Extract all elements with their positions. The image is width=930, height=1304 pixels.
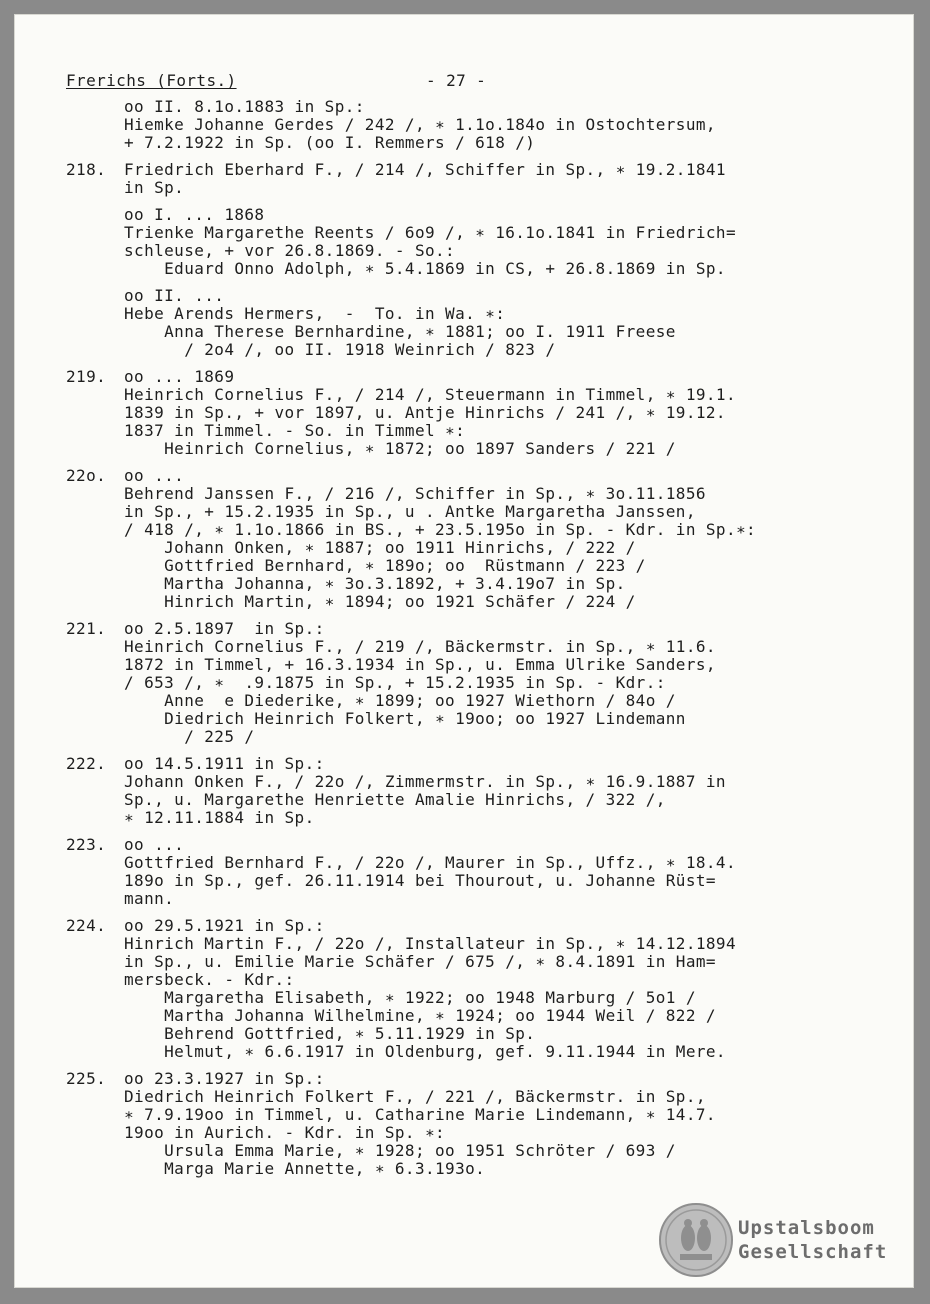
text-line: mersbeck. - Kdr.:: [124, 970, 295, 989]
genealogy-text: [66, 72, 846, 1178]
text-line: Trienke Margarethe Reents / 6o9 /, ∗ 16.1o.1841 in Friedrich=: [124, 223, 737, 242]
entry: [66, 1070, 846, 1178]
text-line: 1872 in Timmel, + 16.3.1934 in Sp., u. Emma Ulrike Sanders,: [124, 655, 716, 674]
text-line: Sp., u. Margarethe Henriette Amalie Hinrichs, / 322 /,: [124, 790, 666, 809]
brand-logo: [738, 1216, 887, 1264]
text-line: oo II. ...: [124, 286, 225, 305]
text-line: Eduard Onno Adolph, ∗ 5.4.1869 in CS, + 26.8.1869 in Sp.: [124, 259, 726, 278]
brand-line-1: Upstalsboom: [738, 1217, 875, 1239]
entry: [66, 467, 846, 611]
text-line: Behrend Janssen F., / 216 /, Schiffer in Sp., ∗ 3o.11.1856: [124, 484, 706, 503]
text-line: oo 2.5.1897 in Sp.:: [124, 619, 325, 638]
text-line: Anna Therese Bernhardine, ∗ 1881; oo I. 1911 Freese: [124, 322, 676, 341]
text-line: oo 23.3.1927 in Sp.:: [124, 1069, 325, 1088]
text-line: in Sp.: [124, 178, 185, 197]
text-line: oo ... 1869: [124, 367, 235, 386]
text-line: Diedrich Heinrich Folkert, ∗ 19oo; oo 1927 Lindemann: [124, 709, 686, 728]
text-line: Hinrich Martin, ∗ 1894; oo 1921 Schäfer / 224 /: [124, 592, 636, 611]
entry: [66, 620, 846, 746]
text-line: schleuse, + vor 26.8.1869. - So.:: [124, 241, 456, 260]
text-line: oo ...: [124, 835, 185, 854]
text-line: Heinrich Cornelius, ∗ 1872; oo 1897 Sanders / 221 /: [124, 439, 676, 458]
text-line: Anne e Diederike, ∗ 1899; oo 1927 Wiethorn / 84o /: [124, 691, 676, 710]
entries-list: [66, 98, 846, 1178]
entry: [66, 917, 846, 1061]
entry-number: 225.: [66, 1069, 107, 1088]
text-line: / 418 /, ∗ 1.1o.1866 in BS., + 23.5.195o in Sp. - Kdr. in Sp.∗:: [124, 520, 757, 539]
text-line: / 2o4 /, oo II. 1918 Weinrich / 823 /: [124, 340, 556, 359]
text-line: Johann Onken F., / 22o /, Zimmermstr. in Sp., ∗ 16.9.1887 in: [124, 772, 726, 791]
brand-line-2: Gesellschaft: [738, 1241, 888, 1263]
entry-number: 218.: [66, 160, 107, 179]
text-line: Heinrich Cornelius F., / 214 /, Steuermann in Timmel, ∗ 19.1.: [124, 385, 737, 404]
text-line: in Sp., u. Emilie Marie Schäfer / 675 /, ∗ 8.4.1891 in Ham=: [124, 952, 716, 971]
document-page: [14, 14, 914, 1288]
entry-number: 22o.: [66, 466, 107, 485]
family-title: Frerichs (Forts.): [66, 71, 237, 90]
text-line: ∗ 12.11.1884 in Sp.: [124, 808, 315, 827]
entry-number: 221.: [66, 619, 107, 638]
entry: [66, 368, 846, 458]
entry: [66, 836, 846, 908]
text-line: Martha Johanna Wilhelmine, ∗ 1924; oo 1944 Weil / 822 /: [124, 1006, 716, 1025]
text-line: Margaretha Elisabeth, ∗ 1922; oo 1948 Marburg / 5o1 /: [124, 988, 696, 1007]
text-line: Heinrich Cornelius F., / 219 /, Bäckermstr. in Sp., ∗ 11.6.: [124, 637, 716, 656]
entry: [66, 161, 846, 359]
text-line: Hiemke Johanne Gerdes / 242 /, ∗ 1.1o.184o in Ostochtersum,: [124, 115, 716, 134]
page-number: - 27 -: [426, 71, 487, 90]
entry-number: 224.: [66, 916, 107, 935]
text-line: + 7.2.1922 in Sp. (oo I. Remmers / 618 /): [124, 133, 536, 152]
text-line: in Sp., + 15.2.1935 in Sp., u . Antke Margaretha Janssen,: [124, 502, 696, 521]
text-line: Gottfried Bernhard, ∗ 189o; oo Rüstmann / 223 /: [124, 556, 646, 575]
entry: [66, 755, 846, 827]
text-line: oo I. ... 1868: [124, 205, 265, 224]
page-header: [66, 72, 846, 98]
seal-icon: [658, 1202, 734, 1278]
text-line: 1837 in Timmel. - So. in Timmel ∗:: [124, 421, 466, 440]
text-line: oo 29.5.1921 in Sp.:: [124, 916, 325, 935]
text-line: 19oo in Aurich. - Kdr. in Sp. ∗:: [124, 1123, 446, 1142]
text-line: 1839 in Sp., + vor 1897, u. Antje Hinrichs / 241 /, ∗ 19.12.: [124, 403, 726, 422]
entry-number: 219.: [66, 367, 107, 386]
text-line: ∗ 7.9.19oo in Timmel, u. Catharine Marie Lindemann, ∗ 14.7.: [124, 1105, 716, 1124]
text-line: / 653 /, ∗ .9.1875 in Sp., + 15.2.1935 in Sp. - Kdr.:: [124, 673, 666, 692]
text-line: Friedrich Eberhard F., / 214 /, Schiffer in Sp., ∗ 19.2.1841: [124, 160, 726, 179]
text-line: Hinrich Martin F., / 22o /, Installateur in Sp., ∗ 14.12.1894: [124, 934, 737, 953]
text-line: 189o in Sp., gef. 26.11.1914 bei Thourout, u. Johanne Rüst=: [124, 871, 716, 890]
text-line: Diedrich Heinrich Folkert F., / 221 /, Bäckermstr. in Sp.,: [124, 1087, 706, 1106]
paragraph-gap: [124, 278, 846, 287]
entry-number: 222.: [66, 754, 107, 773]
text-line: oo ...: [124, 466, 185, 485]
text-line: Behrend Gottfried, ∗ 5.11.1929 in Sp.: [124, 1024, 536, 1043]
text-line: oo II. 8.1o.1883 in Sp.:: [124, 97, 365, 116]
text-line: mann.: [124, 889, 175, 908]
text-line: Ursula Emma Marie, ∗ 1928; oo 1951 Schröter / 693 /: [124, 1141, 676, 1160]
text-line: Johann Onken, ∗ 1887; oo 1911 Hinrichs, / 222 /: [124, 538, 636, 557]
text-line: / 225 /: [124, 727, 255, 746]
text-line: Helmut, ∗ 6.6.1917 in Oldenburg, gef. 9.11.1944 in Mere.: [124, 1042, 726, 1061]
text-line: Gottfried Bernhard F., / 22o /, Maurer in Sp., Uffz., ∗ 18.4.: [124, 853, 737, 872]
text-line: Martha Johanna, ∗ 3o.3.1892, + 3.4.19o7 in Sp.: [124, 574, 626, 593]
entry-number: 223.: [66, 835, 107, 854]
text-line: Hebe Arends Hermers, - To. in Wa. ∗:: [124, 304, 506, 323]
text-line: Marga Marie Annette, ∗ 6.3.193o.: [124, 1159, 486, 1178]
text-line: oo 14.5.1911 in Sp.:: [124, 754, 325, 773]
entry: [66, 98, 846, 152]
